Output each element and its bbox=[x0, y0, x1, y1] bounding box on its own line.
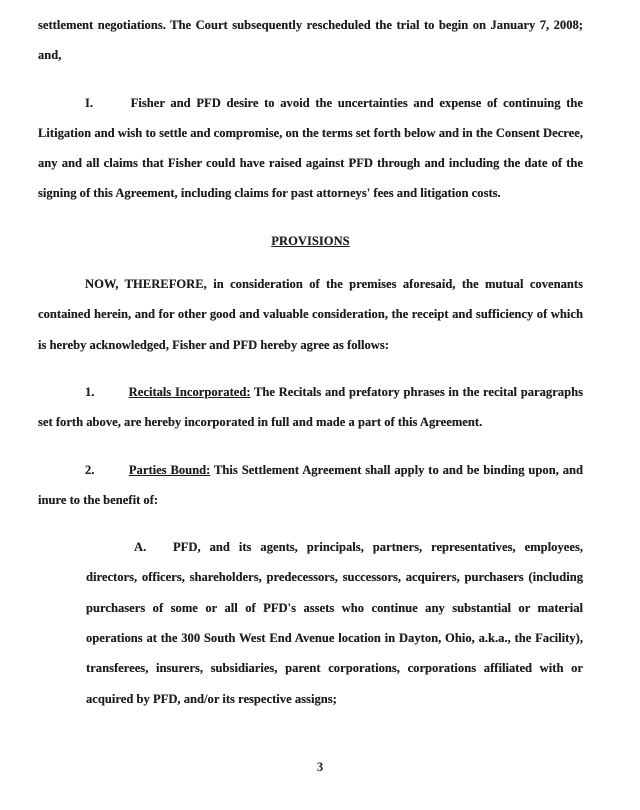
provision-2-text: This Settlement Agreement shall apply to and be binding upon, and inure to the benefit of: bbox=[38, 462, 584, 507]
subparagraph-a-text: PFD, and its agents, principals, partners, representatives, employees, directors, officers, shareholders, predecessors, successors, acquirers, purchasers (including purchasers of some or all of PFD's assets who continue any substantial or material operations at the 300 South West End Avenue location in Dayton, Ohio, a.k.a., the Facility), transferees, insurers, subsidiaries, parent corporations, corporations affiliated with or acquired by PFD, and/or its respective assigns; bbox=[86, 540, 583, 706]
now-therefore-paragraph bbox=[38, 269, 583, 360]
provision-2-number: 2. bbox=[85, 462, 95, 477]
page-number: 3 bbox=[316, 760, 324, 774]
provision-1-text: The Recitals and prefatory phrases in the recital paragraphs set forth above, are hereby incorporated in full and made a part of this Agreement. bbox=[38, 384, 583, 430]
subparagraph-a bbox=[38, 532, 583, 714]
document-page bbox=[38, 10, 583, 714]
provisions-heading-text: PROVISIONS bbox=[271, 233, 350, 248]
provisions-heading bbox=[38, 226, 583, 256]
provision-1-title: Recitals Incorporated: bbox=[128, 384, 251, 399]
now-therefore-lead: NOW, THEREFORE, bbox=[85, 277, 207, 292]
provision-1-paragraph bbox=[38, 377, 583, 438]
provision-2-title: Parties Bound: bbox=[128, 462, 211, 477]
provision-1-number: 1. bbox=[85, 384, 95, 399]
continuation-paragraph bbox=[38, 10, 583, 71]
continuation-text: settlement negotiations. The Court subsequently rescheduled the trial to begin on January 7, 2008; and, bbox=[38, 18, 583, 63]
provision-2-paragraph bbox=[38, 455, 583, 516]
now-therefore-text: in consideration of the premises aforesaid, the mutual covenants contained herein, and for other good and valuable consideration, the receipt and sufficiency of which is hereby acknowledged, Fisher and PFD hereby agree as follows: bbox=[38, 277, 583, 352]
recital-paragraph-i bbox=[38, 88, 583, 209]
recital-number: I. bbox=[85, 95, 94, 110]
recital-text: Fisher and PFD desire to avoid the uncertainties and expense of continuing the Litigation and wish to settle and compromise, on the terms set forth below and in the Consent Decree, any and all claims that Fisher could have raised against PFD through and including the date of the signing of this Agreement, including claims for past attorneys' fees and litigation costs. bbox=[38, 95, 583, 201]
subparagraph-a-letter: A. bbox=[134, 540, 147, 555]
